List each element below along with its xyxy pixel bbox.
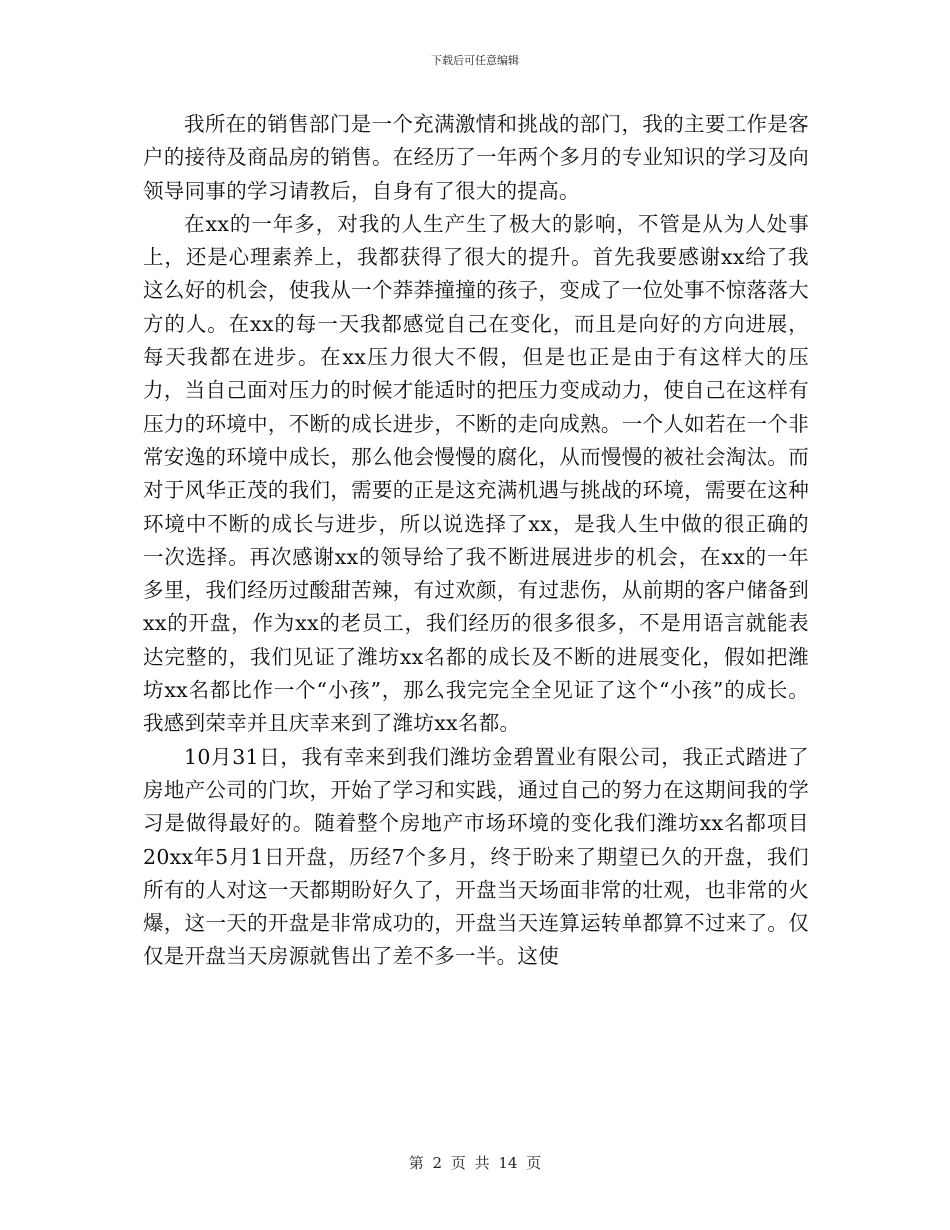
- page-footer: 第 2 页 共 14 页: [408, 1154, 542, 1172]
- paragraph-3: 10月31日，我有幸来到我们潍坊金碧置业有限公司，我正式踏进了房地产公司的门坎，开始了学习和实践，通过自己的努力在这期间我的学习是做得最好的。随着整个房地产市场环境的变化我们潍坊xx名都项目20xx年5月1日开盘，历经7个多月，终于盼来了期望已久的开盘，我们所有的人对这一天都期盼好久了，开盘当天场面非常的壮观，也非常的火爆，这一天的开盘是非常成功的，开盘当天连算运转单都算不过来了。仅仅是开盘当天房源就售出了差不多一半。这使: [143, 744, 809, 969]
- page-header: 下载后可任意编辑: [431, 54, 519, 67]
- paragraph-2: 在xx的一年多，对我的人生产生了极大的影响，不管是从为人处事上，还是心理素养上，我都获得了很大的提升。首先我要感谢xx给了我这么好的机会，使我从一个莽莽撞撞的孩子，变成了一位处事不惊落落大方的人。在xx的每一天我都感觉自己在变化，而且是向好的方向进展，每天我都在进步。在xx压力很大不假，但是也正是由于有这样大的压力，当自己面对压力的时候才能适时的把压力变成动力，使自己在这样有压力的环境中，不断的成长进步，不断的走向成熟。一个人如若在一个非常安逸的环境中成长，那么他会慢慢的腐化，从而慢慢的被社会淘汰。而对于风华正茂的我们，需要的正是这充满机遇与挑战的环境，需要在这种环境中不断的成长与进步，所以说选择了xx，是我人生中做的很正确的一次选择。再次感谢xx的领导给了我不断进展进步的机会，在xx的一年多里，我们经历过酸甜苦辣，有过欢颜，有过悲伤，从前期的客户储备到xx的开盘，作为xx的老员工，我们经历的很多很多，不是用语言就能表达完整的，我们见证了潍坊xx名都的成长及不断的进展变化，假如把潍坊xx名都比作一个“小孩”，那么我完完全全见证了这个“小孩”的成长。我感到荣幸并且庆幸来到了潍坊xx名都。: [143, 211, 809, 736]
- paragraph-1: 我所在的销售部门是一个充满激情和挑战的部门，我的主要工作是客户的接待及商品房的销售。在经历了一年两个多月的专业知识的学习及向领导同事的学习请教后，自身有了很大的提高。: [143, 112, 809, 203]
- document-body: [143, 108, 809, 974]
